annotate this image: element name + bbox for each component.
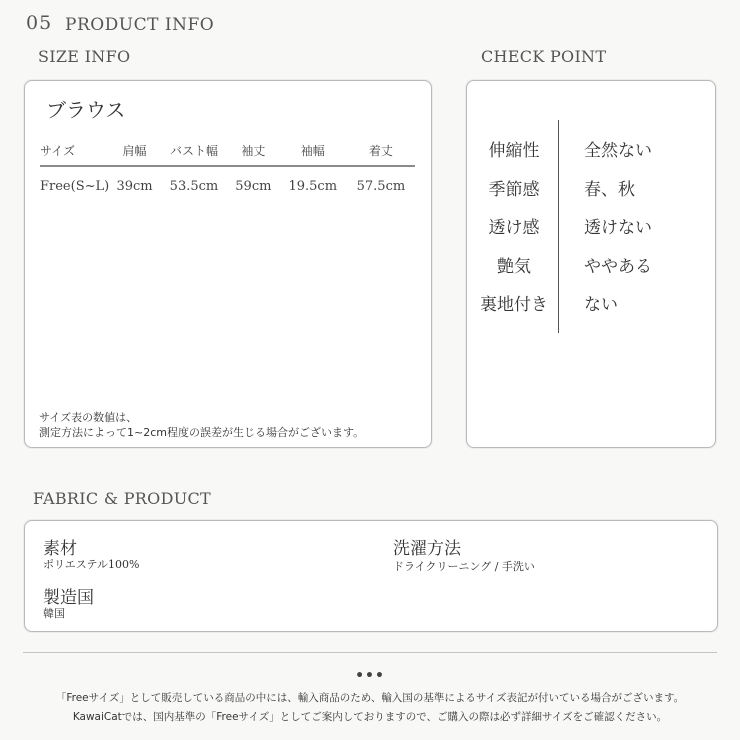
table-cell: 39cm <box>116 179 153 194</box>
origin-title: 製造国 <box>43 588 94 608</box>
size-table-header <box>40 138 415 166</box>
check-value: 全然ない <box>584 141 652 161</box>
check-value: 透けない <box>584 218 652 238</box>
check-point-divider <box>558 120 559 333</box>
size-note <box>39 410 364 440</box>
table-cell: Free(S~L) <box>40 179 110 194</box>
check-label: 透け感 <box>488 218 540 238</box>
fabric-label: FABRIC & PRODUCT <box>33 489 212 508</box>
size-table <box>40 138 415 194</box>
check-point-label: CHECK POINT <box>481 47 607 66</box>
material-value: ポリエステル100% <box>43 558 140 571</box>
footer-note-line: 「Freeサイズ」として販売している商品の中には、輸入商品のため、輸入国の基準によるサイズ表記が付いている場合がございます。 <box>55 692 685 704</box>
divider <box>23 652 717 653</box>
table-cell: 59cm <box>235 179 272 194</box>
column-header: 袖丈 <box>228 138 279 166</box>
check-label: 裏地付き <box>480 295 548 315</box>
table-row <box>40 166 415 194</box>
item-name: ブラウス <box>46 98 126 122</box>
material-title: 素材 <box>43 539 77 559</box>
section-number: 05 <box>26 12 53 34</box>
check-label: 艶気 <box>497 257 531 277</box>
check-value: ない <box>584 295 618 315</box>
check-label: 季節感 <box>488 180 540 200</box>
wash-value: ドライクリーニング / 手洗い <box>393 560 535 573</box>
footer-note-line: KawaiCatでは、国内基準の「Freeサイズ」としてご案内しておりますので、ご購入の際は必ず詳細サイズをご確認ください。 <box>72 711 668 723</box>
origin-value: 韓国 <box>43 607 65 620</box>
column-header: バスト幅 <box>160 138 228 166</box>
size-note-line: サイズ表の数値は、 <box>39 411 138 424</box>
section-title: PRODUCT INFO <box>65 15 215 35</box>
table-cell: 57.5cm <box>356 179 406 194</box>
size-info-card <box>24 80 432 448</box>
column-header: サイズ <box>40 138 109 166</box>
fabric-card <box>24 520 718 632</box>
size-note-line: 測定方法によって1~2cm程度の誤差が生じる場合がございます。 <box>39 426 365 439</box>
wash-title: 洗濯方法 <box>393 539 461 559</box>
column-header: 着丈 <box>347 138 415 166</box>
table-cell: 53.5cm <box>169 179 219 194</box>
check-value: 春、秋 <box>584 180 635 200</box>
ellipsis-separator: ••• <box>355 668 385 684</box>
check-value: ややある <box>584 257 652 277</box>
check-label: 伸縮性 <box>488 141 540 161</box>
size-info-label: SIZE INFO <box>38 47 131 66</box>
column-header: 袖幅 <box>279 138 347 166</box>
column-header: 肩幅 <box>109 138 160 166</box>
table-cell: 19.5cm <box>288 179 338 194</box>
